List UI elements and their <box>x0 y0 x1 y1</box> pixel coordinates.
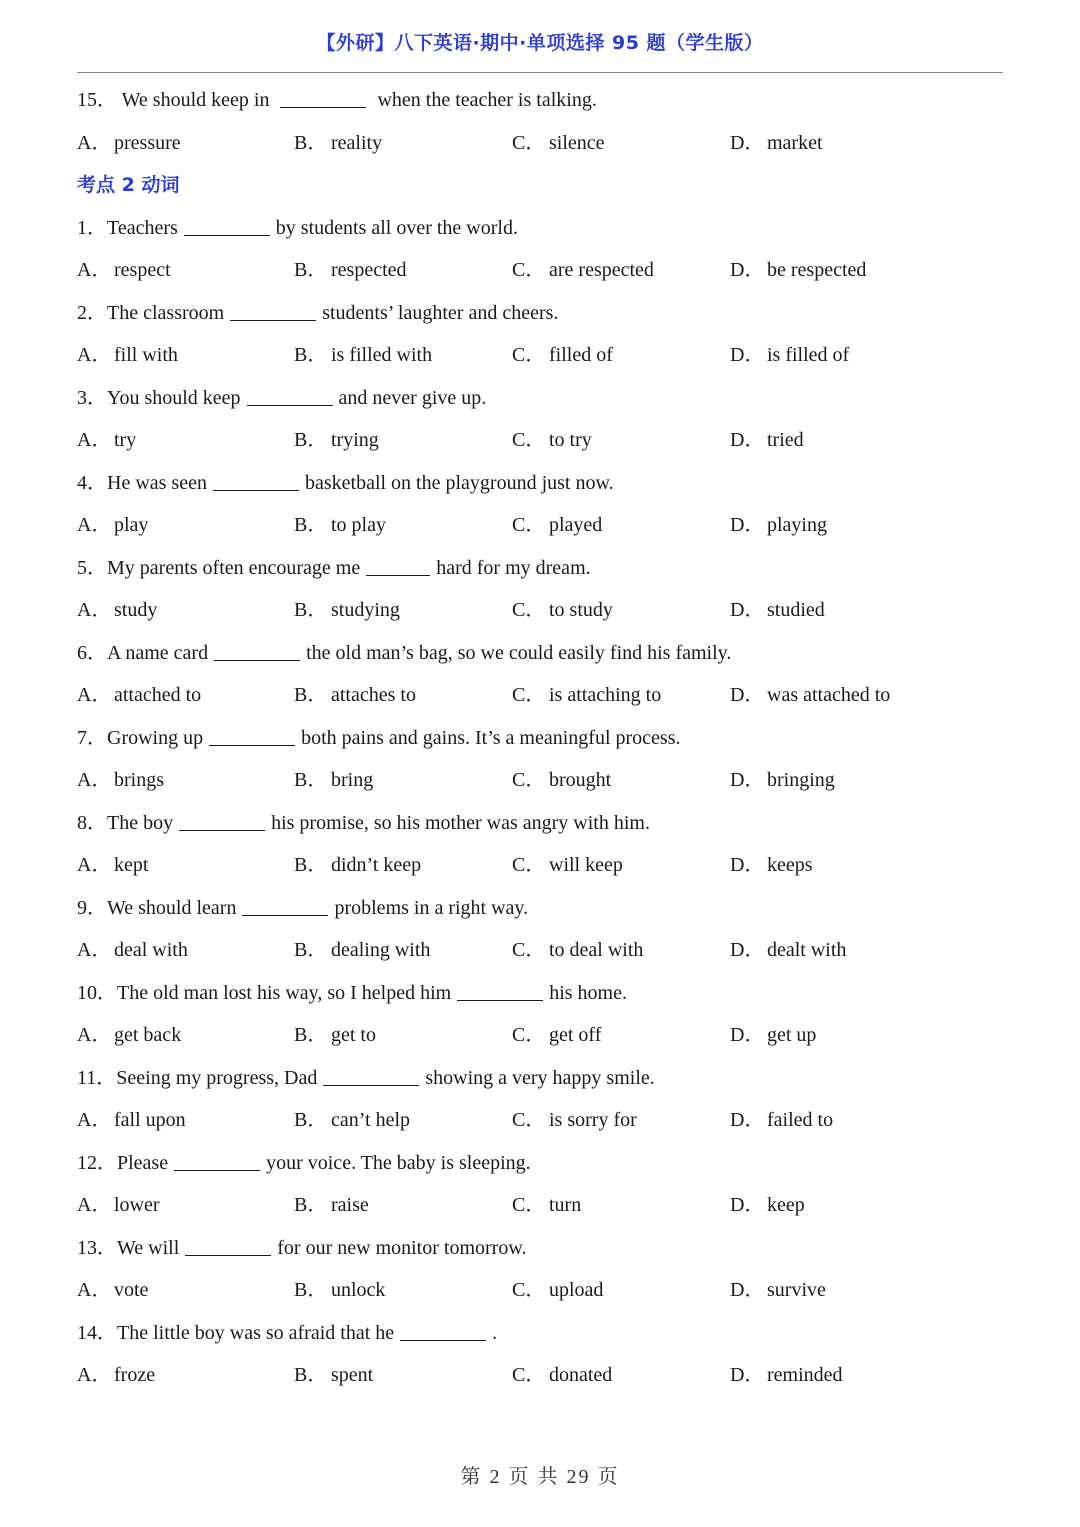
answer-blank <box>457 980 543 1001</box>
question-text-before: You should keep <box>107 386 241 409</box>
question-text-after: hard for my dream. <box>436 556 591 579</box>
question-text-before: We should keep in <box>121 89 270 111</box>
question-number: 6． <box>77 641 107 664</box>
options-row <box>77 249 1003 292</box>
question-number: 1． <box>77 216 107 239</box>
option-d: D． market <box>730 131 823 154</box>
header-divider <box>77 72 1003 73</box>
option-d: D． is filled of <box>730 344 850 366</box>
option-b: B． unlock <box>294 1279 386 1301</box>
question-text-before: The little boy was so afraid that he <box>117 1321 395 1344</box>
option-a: A． try <box>77 429 137 451</box>
question-stem <box>77 1227 1003 1270</box>
question-text-after: . <box>492 1321 498 1344</box>
question-stem <box>77 972 1003 1015</box>
question-text-after: the old man’s bag, so we could easily find his family. <box>306 641 732 664</box>
options-row <box>77 1014 1003 1057</box>
option-c: C． is attaching to <box>512 684 662 706</box>
question-stem <box>77 1057 1003 1100</box>
option-b: B． respected <box>294 259 407 281</box>
options-row <box>77 1269 1003 1312</box>
option-c: C． silence <box>512 131 605 154</box>
question-text-after: and never give up. <box>338 386 487 409</box>
question-stem <box>77 632 1003 675</box>
answer-blank <box>213 470 299 491</box>
question-stem <box>77 802 1003 845</box>
option-c: C． donated <box>512 1364 613 1386</box>
option-b: B． can’t help <box>294 1109 411 1131</box>
answer-blank <box>400 1320 486 1341</box>
option-c: C． are respected <box>512 259 654 281</box>
question-text-before: Seeing my progress, Dad <box>116 1066 318 1089</box>
question-text-before: The old man lost his way, so I helped him <box>117 981 452 1004</box>
option-c: C． filled of <box>512 344 613 366</box>
options-row <box>77 759 1003 802</box>
question-stem <box>77 717 1003 760</box>
question-stem <box>77 887 1003 930</box>
question-text-before: My parents often encourage me <box>107 556 361 579</box>
option-a: A． play <box>77 514 149 536</box>
question-text-after: basketball on the playground just now. <box>304 471 614 494</box>
question-number: 8． <box>77 811 107 834</box>
question-number: 2． <box>77 301 107 324</box>
question-number: 4． <box>77 471 107 494</box>
answer-blank <box>185 1235 271 1256</box>
question-text-after: by students all over the world. <box>275 216 518 239</box>
option-a: A． froze <box>77 1364 156 1386</box>
question-text-after: both pains and gains. It’s a meaningful process. <box>301 726 681 749</box>
answer-blank <box>184 215 270 236</box>
question-text-before: Teachers <box>107 216 178 239</box>
question-text-after: for our new monitor tomorrow. <box>277 1236 527 1259</box>
option-c: C． played <box>512 514 603 536</box>
answer-blank <box>366 555 430 576</box>
option-a: A． pressure <box>77 131 181 154</box>
option-b: B． get to <box>294 1024 376 1046</box>
option-b: B． trying <box>294 429 379 451</box>
question-stem <box>77 462 1003 505</box>
question-text-after: problems in a right way. <box>334 896 529 919</box>
option-d: D． bringing <box>730 769 835 791</box>
question-text-before: The boy <box>107 811 174 834</box>
question-number: 10． <box>77 981 117 1004</box>
option-a: A． get back <box>77 1024 182 1046</box>
option-c: C． brought <box>512 769 612 791</box>
page-number-footer: 第 2 页 共 29 页 <box>460 1466 620 1488</box>
options-row <box>77 589 1003 632</box>
option-d: D． reminded <box>730 1364 843 1386</box>
options-row <box>77 929 1003 972</box>
question-stem <box>77 207 1003 250</box>
option-a: A． kept <box>77 854 149 876</box>
option-d: D． failed to <box>730 1109 834 1131</box>
question-number: 3． <box>77 386 107 409</box>
option-c: C． to deal with <box>512 939 644 961</box>
option-d: D． keeps <box>730 854 813 876</box>
question-number: 5． <box>77 556 107 579</box>
question-number: 15． <box>77 89 117 111</box>
option-c: C． to study <box>512 599 613 621</box>
option-d: D． was attached to <box>730 684 891 706</box>
option-b: B． bring <box>294 769 374 791</box>
question-text-before: The classroom <box>107 301 225 324</box>
question-text-before: He was seen <box>107 471 207 494</box>
question-stem <box>77 377 1003 420</box>
options-row <box>77 674 1003 717</box>
answer-blank <box>247 385 333 406</box>
option-b: B． spent <box>294 1364 374 1386</box>
option-c: C． is sorry for <box>512 1109 637 1131</box>
question-text-before: We should learn <box>107 896 237 919</box>
option-a: A． attached to <box>77 684 202 706</box>
question-text-before: We will <box>117 1236 180 1259</box>
verb-questions <box>77 207 1003 1397</box>
option-d: D． be respected <box>730 259 867 281</box>
option-b: B． dealing with <box>294 939 431 961</box>
options-row <box>77 1184 1003 1227</box>
option-b: B． didn’t keep <box>294 854 422 876</box>
question-stem <box>77 1142 1003 1185</box>
question-text-after: students’ laughter and cheers. <box>322 301 559 324</box>
option-d: D． playing <box>730 514 827 536</box>
question-text-before: A name card <box>107 641 209 664</box>
options-row <box>77 1354 1003 1397</box>
option-a: A． vote <box>77 1279 149 1301</box>
question-text-before: Growing up <box>107 726 204 749</box>
question-text-after: showing a very happy smile. <box>425 1066 655 1089</box>
option-c: C． turn <box>512 1194 582 1216</box>
question-text-after: his promise, so his mother was angry with him. <box>271 811 650 834</box>
question-number: 11． <box>77 1066 117 1089</box>
option-b: B． attaches to <box>294 684 416 706</box>
option-a: A． fill with <box>77 344 178 366</box>
answer-blank <box>209 725 295 746</box>
option-b: B． to play <box>294 514 386 536</box>
option-d: D． tried <box>730 429 804 451</box>
answer-blank <box>323 1065 419 1086</box>
option-c: C． to try <box>512 429 592 451</box>
question-number: 13． <box>77 1236 117 1259</box>
question-stem <box>77 1312 1003 1355</box>
option-b: B． studying <box>294 599 400 621</box>
question-number: 12． <box>77 1151 117 1174</box>
question-stem <box>77 292 1003 335</box>
answer-blank <box>174 1150 260 1171</box>
options-row <box>77 122 1003 165</box>
question-text-after: your voice. The baby is sleeping. <box>266 1151 531 1174</box>
option-a: A． respect <box>77 259 171 281</box>
question-text-after: his home. <box>549 981 627 1004</box>
question-text-after: when the teacher is talking. <box>377 89 597 111</box>
answer-blank <box>230 300 316 321</box>
option-c: C． will keep <box>512 854 623 876</box>
option-c: C． get off <box>512 1024 602 1046</box>
answer-blank <box>242 895 328 916</box>
options-row <box>77 419 1003 462</box>
answer-blank <box>179 810 265 831</box>
option-c: C． upload <box>512 1279 604 1301</box>
question-number: 7． <box>77 726 107 749</box>
options-row <box>77 334 1003 377</box>
question-stem <box>77 79 1003 122</box>
question-number: 9． <box>77 896 107 919</box>
option-a: A． lower <box>77 1194 160 1216</box>
option-d: D． get up <box>730 1024 817 1046</box>
section-heading: 考点 2 动词 <box>77 174 180 196</box>
option-a: A． brings <box>77 769 164 791</box>
question-list <box>77 79 1003 1397</box>
option-d: D． survive <box>730 1279 826 1301</box>
question-number: 14． <box>77 1321 117 1344</box>
option-d: D． studied <box>730 599 825 621</box>
options-row <box>77 504 1003 547</box>
option-d: D． dealt with <box>730 939 847 961</box>
option-a: A． fall upon <box>77 1109 186 1131</box>
page-header-title: 【外研】八下英语·期中·单项选择 95 题（学生版） <box>316 32 764 54</box>
answer-blank <box>214 640 300 661</box>
answer-blank <box>280 87 366 108</box>
options-row <box>77 1099 1003 1142</box>
options-row <box>77 844 1003 887</box>
option-b: B． is filled with <box>294 344 433 366</box>
option-d: D． keep <box>730 1194 805 1216</box>
option-a: A． deal with <box>77 939 188 961</box>
option-b: B． reality <box>294 131 383 154</box>
question-text-before: Please <box>117 1151 169 1174</box>
option-b: B． raise <box>294 1194 369 1216</box>
option-a: A． study <box>77 599 158 621</box>
question-stem <box>77 547 1003 590</box>
